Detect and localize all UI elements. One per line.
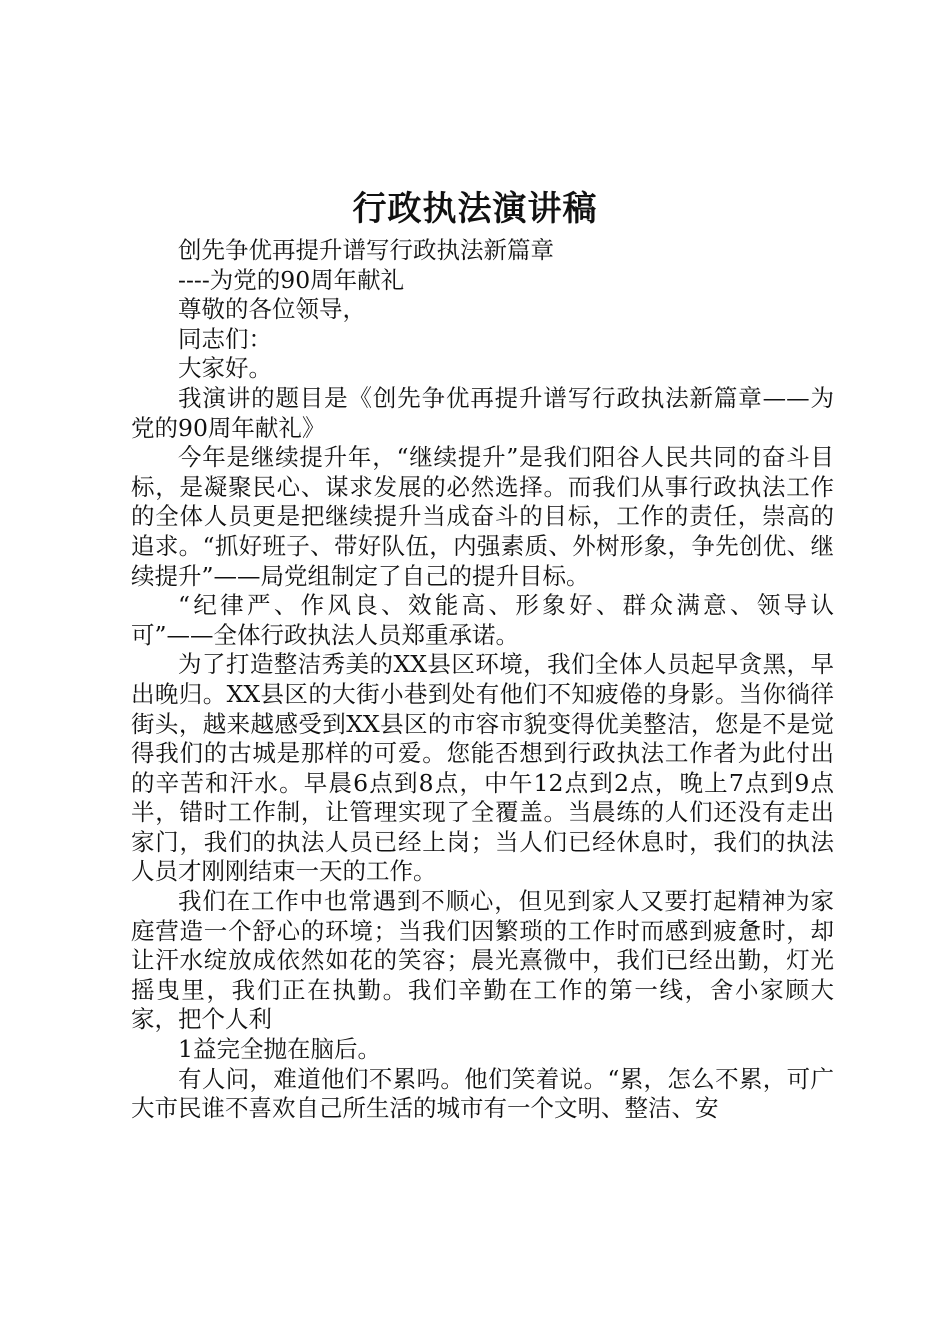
body-paragraph: 我们在工作中也常遇到不顺心，但见到家人又要打起精神为家庭营造一个舒心的环境；当我们因繁琐的工作时而感到疲惫时，却让汗水绽放成依然如花的笑容；晨光熹微中，我们已经出勤，灯光摇曳里，我们正在执勤。我们辛勤在工作的第一线，舍小家顾大家，把个人利 <box>131 887 834 1034</box>
document-title: 行政执法演讲稿 <box>352 189 598 229</box>
greeting: 大家好。 <box>178 354 272 383</box>
body-paragraph: 1益完全抛在脑后。 <box>178 1035 381 1064</box>
salutation-leaders: 尊敬的各位领导， <box>178 295 366 324</box>
body-paragraph: 今年是继续提升年，“继续提升”是我们阳谷人民共同的奋斗目标，是凝聚民心、谋求发展的必然选择。而我们从事行政执法工作的全体人员更是把继续提升当成奋斗的目标，工作的责任，崇高的追求。“抓好班子、带好队伍，内强素质、外树形象，争先创优、继续提升”——局党组制定了自己的提升目标。 <box>131 443 834 590</box>
subtitle-dedication: ----为党的90周年献礼 <box>178 265 405 294</box>
body-paragraph: 我演讲的题目是《创先争优再提升谱写行政执法新篇章——为党的90周年献礼》 <box>131 383 834 442</box>
document-body <box>131 236 834 1124</box>
body-paragraph: 为了打造整洁秀美的XX县区环境，我们全体人员起早贪黑，早出晚归。XX县区的大街小巷到处有他们不知疲倦的身影。当你徜徉街头，越来越感受到XX县区的市容市貌变得优美整洁，您是不是觉得我们的古城是那样的可爱。您能否想到行政执法工作者为此付出的辛苦和汗水。早晨6点到8点，中午12点到2点，晚上7点到9点半，错时工作制，让管理实现了全覆盖。当晨练的人们还没有走出家门，我们的执法人员已经上岗；当人们已经休息时，我们的执法人员才刚刚结束一天的工作。 <box>131 650 834 886</box>
subtitle-line: 创先争优再提升谱写行政执法新篇章 <box>178 236 554 264</box>
body-paragraph: 有人问，难道他们不累吗。他们笑着说。“累，怎么不累，可广大市民谁不喜欢自己所生活的城市有一个文明、整洁、安 <box>131 1064 834 1123</box>
salutation-comrades: 同志们： <box>178 324 272 353</box>
body-paragraph: “纪律严、作风良、效能高、形象好、群众满意、领导认可”——全体行政执法人员郑重承诺。 <box>131 591 834 649</box>
